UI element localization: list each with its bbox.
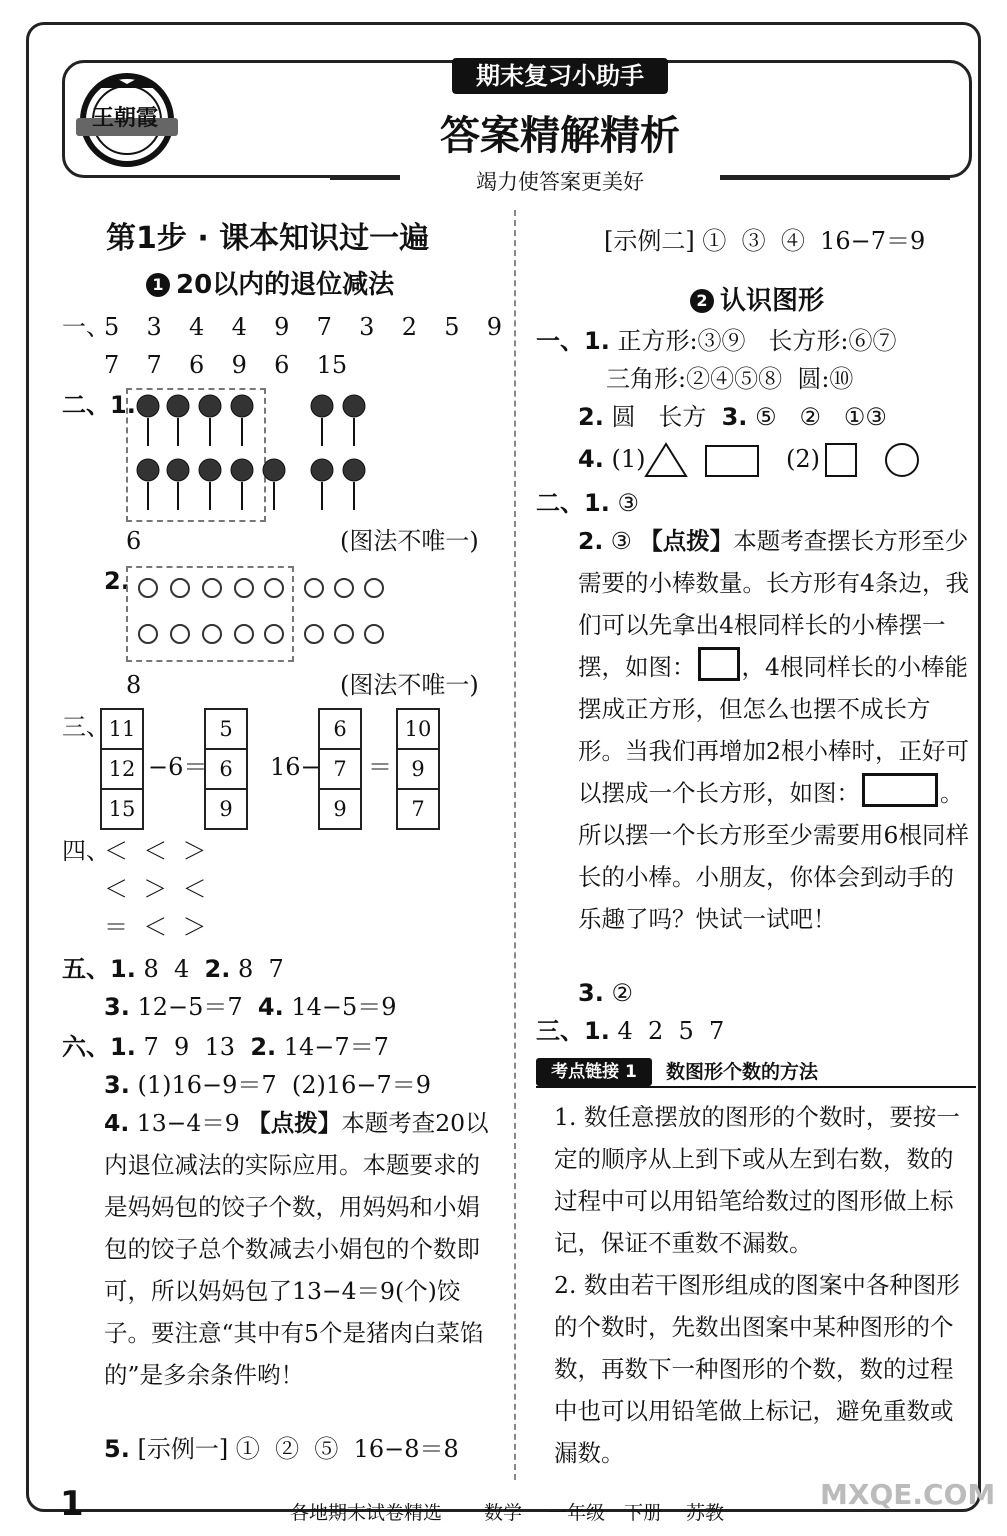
cell: 9: [333, 797, 347, 821]
cell: 10: [398, 710, 438, 750]
section2-title: 认识图形: [720, 286, 825, 316]
cell: 9: [219, 797, 233, 821]
q2-label: 二、1.: [62, 391, 136, 419]
footer-edition: 苏教: [686, 1502, 725, 1524]
s2-3: 3. ②: [578, 979, 633, 1007]
q2-2-note: (图法不唯一): [340, 671, 479, 699]
q3-equals: ＝: [368, 753, 392, 781]
flower-illustration: [126, 388, 386, 518]
section1-heading: [146, 270, 394, 300]
example-two: [示例二] ① ③ ④ 16−7＝9: [604, 227, 926, 255]
watermark: MXQE.COM: [820, 1478, 996, 1511]
knowledge-point-1: 1. 数任意摆放的图形的个数时，要按一定的顺序从上到下或从左到右数，数的过程中可以用铅笔给数过的图形做上标记，保证不重数不漏数。: [554, 1103, 960, 1257]
knowledge-link-rule: [536, 1086, 976, 1088]
q1-row1: 5 3 4 4 9 7 3 2 5 9: [104, 313, 503, 341]
q5-line1: 五、1. 8 4 2. 8 7: [62, 955, 284, 983]
section1-title: 20以内的退位减法: [176, 270, 395, 300]
s2-2-explanation: 2. ③ 【点拨】本题考查摆长方形至少需要的小棒数量。长方形有4条边，我们可以先拿出4根同样长的小棒摆一摆，如图： ，4根同样长的小棒能摆成正方形，但怎么也摆不成长方形。当我们再增加2根小棒时，正好可以摆成一个长方形，如图： 。所以摆一个长方形至少需要用6根同样长的小棒。小朋友，你体会到动手的乐趣了吗？快试一试吧！: [578, 527, 969, 933]
q6-4-explanation: 4. 13−4＝9 【点拨】本题考查20以内退位减法的实际应用。本题要求的是妈妈包的饺子个数，用妈妈和小娟包的饺子总个数减去小娟包的个数即可，所以妈妈包了13−4＝9(个)饺子。要注意“其中有5个是猪肉白菜馅的”是多余条件哟！: [104, 1109, 489, 1389]
section-number-badge: 2: [690, 289, 714, 313]
header-tag: 期末复习小助手: [452, 58, 668, 94]
r4-line: 4. (1): [578, 445, 646, 473]
section-number-badge: 1: [146, 273, 170, 297]
s2-1: 二、1. ③: [536, 489, 639, 517]
cell: 5: [206, 710, 246, 750]
square-stick-figure: [698, 647, 740, 681]
cell: 6: [206, 750, 246, 790]
q6-line2: 3. (1)16−9＝7 (2)16−7＝9: [104, 1071, 432, 1099]
r1-line2: 三角形:②④⑤⑧ 圆:⑩: [606, 365, 854, 393]
footer-book: 各地期末试卷精选: [290, 1502, 443, 1524]
cell: 9: [398, 750, 438, 790]
q1-row2: 7 7 6 9 6 15: [104, 351, 348, 379]
r2-r3-line: 2. 圆 长方 3. ⑤ ② ①③: [578, 403, 887, 431]
shape-answers: [644, 440, 924, 480]
q5-line2: 3. 12−5＝7 4. 14−5＝9: [104, 993, 397, 1021]
q2-1-answer: 6: [126, 527, 142, 555]
q1-label: 一、: [62, 313, 110, 341]
step-title: 第1步 · 课本知识过一遍: [106, 221, 430, 256]
footer-grade: 一年级: [548, 1502, 606, 1524]
footer-subject: 数学: [484, 1502, 523, 1524]
slogan: 竭力使答案更美好: [400, 166, 720, 196]
q3-column-3: [318, 708, 362, 830]
cell: 15: [108, 797, 136, 821]
q4-row1: ＜ ＜ ＞: [104, 837, 207, 865]
page-number: 1: [60, 1484, 84, 1524]
fish-illustration: [126, 566, 396, 661]
knowledge-point-2: 2. 数由若干图形组成的图案中各种图形的个数时，先数出图案中某种图形的个数，再数下一种图形的个数，数的过程中也可以用铅笔做上标记，避免重数或漏数。: [554, 1271, 960, 1467]
r1-line1: 一、1. 正方形:③⑨ 长方形:⑥⑦: [536, 327, 897, 355]
q4-label: 四、: [62, 837, 110, 865]
knowledge-link-badge: 考点链接 1: [536, 1058, 652, 1086]
q3-16minus: 16−: [270, 753, 321, 781]
footer-term: 下册: [624, 1502, 663, 1524]
q4-row2: ＜ ＞ ＜: [104, 875, 207, 903]
q6-line1: 六、1. 7 9 13 2. 14−7＝7: [62, 1033, 389, 1061]
s3-1: 三、1. 4 2 5 7: [536, 1017, 725, 1045]
cell: 12: [102, 750, 142, 790]
cell: 7: [320, 750, 360, 790]
q2-2-label: 2.: [104, 567, 130, 595]
column-divider: [514, 210, 516, 1480]
rectangle-stick-figure: [862, 773, 938, 807]
section2-heading: [690, 286, 824, 316]
r4-part2: (2): [786, 445, 820, 473]
q4-row3: ＝ ＜ ＞: [104, 913, 207, 941]
knowledge-link-title: 数图形个数的方法: [666, 1061, 819, 1083]
q6-5-answer: 5. [示例一] ① ② ⑤ 16−8＝8: [104, 1435, 459, 1463]
q3-label: 三、: [62, 713, 110, 741]
q2-1-note: (图法不唯一): [340, 527, 479, 555]
q3-column-2: [204, 708, 248, 830]
logo-text: 王朝霞: [92, 106, 159, 131]
q2-2-answer: 8: [126, 671, 142, 699]
page-title: 答案精解精析: [440, 113, 680, 159]
q3-minus6: −6＝: [148, 753, 208, 781]
q3-column-1: [100, 708, 144, 830]
cell: 7: [411, 797, 425, 821]
cell: 11: [102, 710, 142, 750]
cell: 6: [320, 710, 360, 750]
q3-column-4: [396, 708, 440, 830]
